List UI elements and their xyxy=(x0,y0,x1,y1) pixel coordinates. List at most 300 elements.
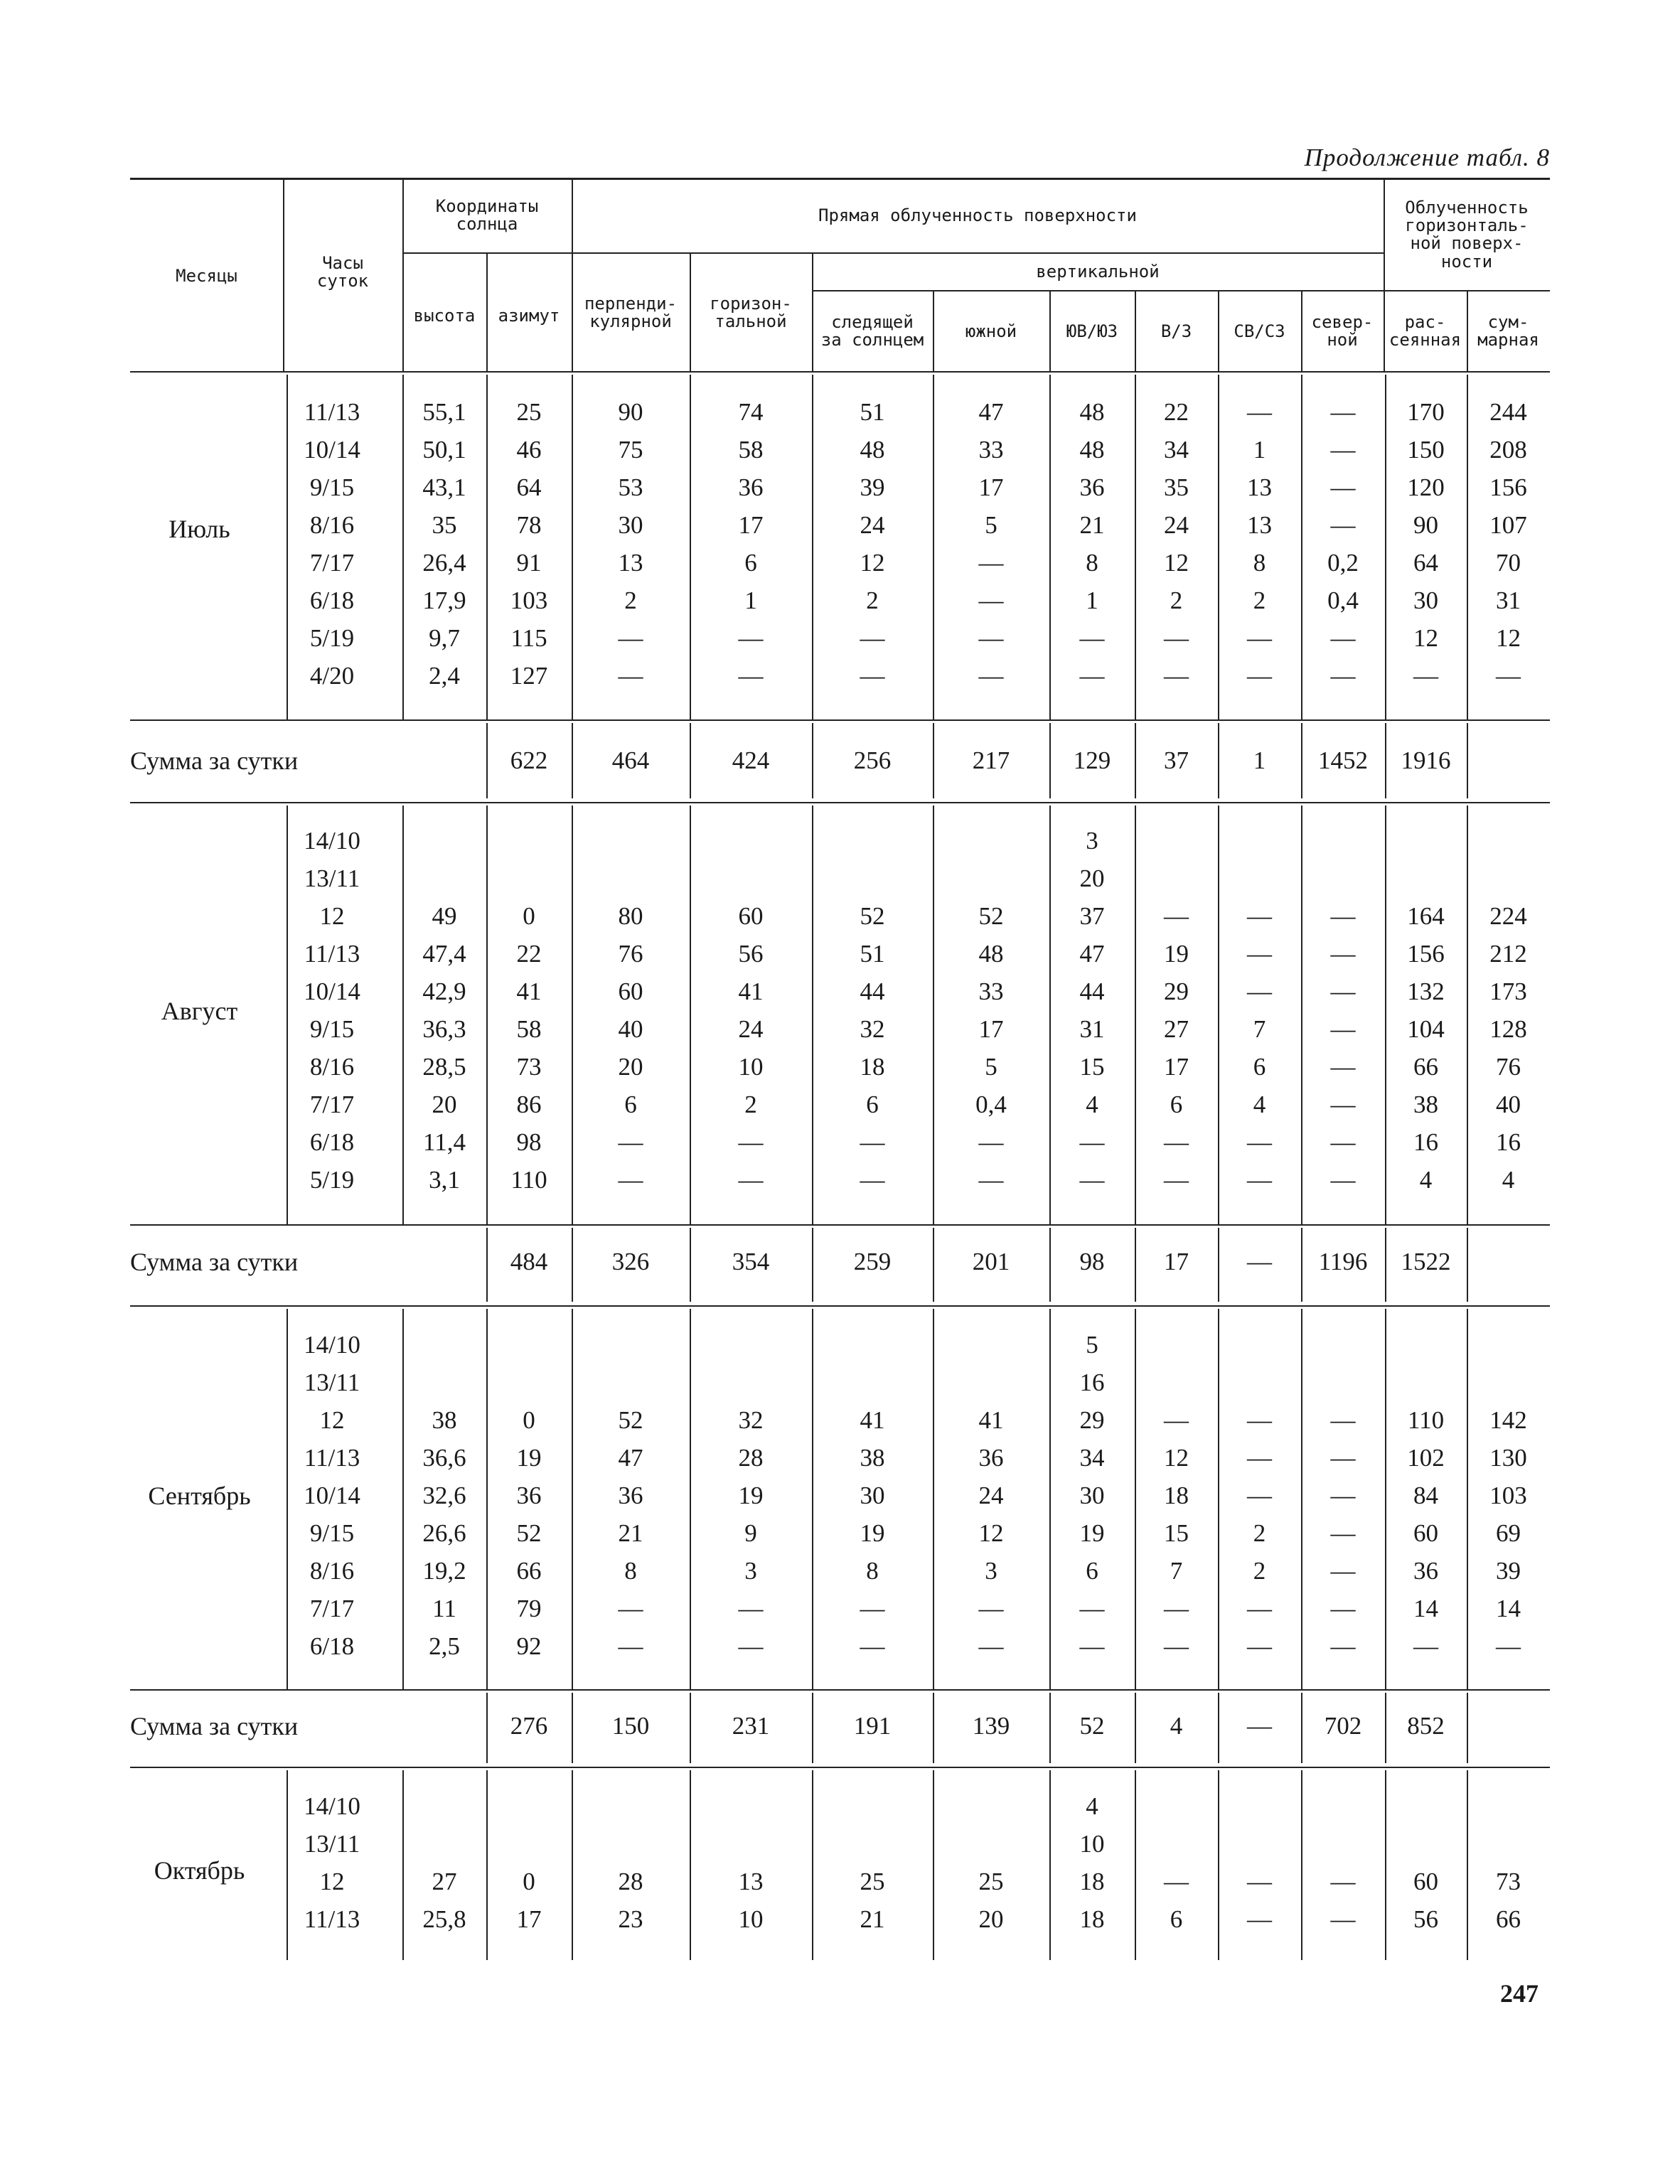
september-cell-ne-nw: — xyxy=(1247,1632,1272,1660)
header-top-rule xyxy=(130,178,1550,180)
september-cell-horizontal: 9 xyxy=(744,1519,757,1547)
july-col-divider xyxy=(1049,375,1051,719)
july-cell-horizontal: — xyxy=(738,662,764,690)
august-sum-divider xyxy=(1135,1228,1136,1302)
august-sum-bottom-rule xyxy=(130,1305,1550,1307)
july-cell-total: 107 xyxy=(1489,511,1527,539)
september-cell-hour: 10/14 xyxy=(304,1482,360,1509)
october-cell-ne-nw: — xyxy=(1247,1868,1272,1895)
july-sum-total: 1916 xyxy=(1401,746,1451,774)
july-cell-se-sw: — xyxy=(1079,662,1105,690)
august-cell-se-sw: 47 xyxy=(1079,940,1105,968)
header-e-w: В/З xyxy=(1160,321,1192,341)
july-cell-ne-nw: — xyxy=(1247,624,1272,652)
september-sum-diffuse: 702 xyxy=(1324,1712,1362,1740)
august-cell-perpendicular: 80 xyxy=(618,902,643,930)
august-cell-altitude: 3,1 xyxy=(429,1166,460,1194)
september-cell-north: — xyxy=(1330,1406,1356,1434)
october-col-divider xyxy=(933,1770,934,1960)
october-col-divider xyxy=(1385,1770,1386,1960)
august-cell-tracking: 44 xyxy=(860,978,885,1005)
august-cell-se-sw: 44 xyxy=(1079,978,1105,1005)
july-col-divider xyxy=(1135,375,1136,719)
september-cell-total: 39 xyxy=(1496,1557,1521,1585)
header-hours: Часы суток xyxy=(316,253,369,291)
july-cell-tracking: 24 xyxy=(860,511,885,539)
july-cell-north: 0,4 xyxy=(1327,587,1359,614)
july-cell-se-sw: 1 xyxy=(1086,587,1098,614)
september-cell-total: 69 xyxy=(1496,1519,1521,1547)
august-cell-se-sw: 37 xyxy=(1079,902,1105,930)
august-cell-total: 16 xyxy=(1496,1128,1521,1156)
september-cell-south: — xyxy=(978,1595,1004,1622)
september-cell-tracking: 30 xyxy=(860,1482,885,1509)
july-cell-tracking: 12 xyxy=(860,549,885,577)
september-cell-e-w: — xyxy=(1164,1632,1189,1660)
september-cell-se-sw: 6 xyxy=(1086,1557,1098,1585)
august-cell-north: — xyxy=(1330,1091,1356,1118)
july-cell-e-w: 35 xyxy=(1164,473,1189,501)
july-cell-ne-nw: 13 xyxy=(1247,511,1272,539)
august-cell-total: 40 xyxy=(1496,1091,1521,1118)
september-cell-altitude: 32,6 xyxy=(422,1482,466,1509)
september-month-label: Сентябрь xyxy=(148,1482,251,1510)
august-cell-perpendicular: 40 xyxy=(618,1015,643,1043)
july-sum-divider xyxy=(486,723,488,798)
july-cell-hour: 10/14 xyxy=(304,436,360,464)
august-cell-tracking: 51 xyxy=(860,940,885,968)
august-cell-hour: 5/19 xyxy=(309,1166,355,1194)
august-cell-perpendicular: 6 xyxy=(624,1091,637,1118)
october-cell-e-w: — xyxy=(1164,1868,1189,1895)
july-sum-diffuse: 1452 xyxy=(1318,746,1368,774)
september-col-divider xyxy=(1218,1309,1219,1689)
september-cell-hour: 7/17 xyxy=(309,1595,355,1622)
august-cell-ne-nw: — xyxy=(1247,940,1272,968)
august-cell-total: 128 xyxy=(1489,1015,1527,1043)
september-sum-e-w: 52 xyxy=(1079,1712,1105,1740)
july-cell-perpendicular: 13 xyxy=(618,549,643,577)
september-cell-tracking: 19 xyxy=(860,1519,885,1547)
september-cell-perpendicular: 52 xyxy=(618,1406,643,1434)
september-sum-divider xyxy=(1135,1693,1136,1763)
july-cell-azimuth: 91 xyxy=(516,549,542,577)
september-cell-se-sw: 30 xyxy=(1079,1482,1105,1509)
july-cell-horizontal: 74 xyxy=(738,398,764,426)
july-sum-se-sw: 217 xyxy=(972,746,1010,774)
august-cell-ne-nw: — xyxy=(1247,1128,1272,1156)
september-sum-divider xyxy=(690,1693,691,1763)
september-col-divider xyxy=(1301,1309,1302,1689)
september-cell-perpendicular: 36 xyxy=(618,1482,643,1509)
july-cell-hour: 6/18 xyxy=(309,587,355,614)
october-cell-perpendicular: 28 xyxy=(618,1868,643,1895)
august-sum-divider xyxy=(486,1228,488,1302)
september-cell-south: 24 xyxy=(978,1482,1004,1509)
august-cell-hour: 9/15 xyxy=(309,1015,355,1043)
july-sum-e-w: 129 xyxy=(1073,746,1111,774)
october-cell-se-sw: 4 xyxy=(1086,1792,1098,1820)
august-sum-divider xyxy=(1385,1228,1386,1302)
header-ne-nw: СВ/СЗ xyxy=(1234,321,1285,341)
july-col-divider xyxy=(1385,375,1386,719)
august-cell-north: — xyxy=(1330,1166,1356,1194)
september-cell-ne-nw: — xyxy=(1247,1444,1272,1472)
header-perpendicular: перпенди- кулярной xyxy=(584,294,678,332)
august-cell-e-w: 6 xyxy=(1170,1091,1183,1118)
october-cell-hour: 11/13 xyxy=(304,1905,360,1933)
july-cell-perpendicular: 53 xyxy=(618,473,643,501)
august-cell-e-w: — xyxy=(1164,1128,1189,1156)
august-cell-perpendicular: 60 xyxy=(618,978,643,1005)
july-cell-se-sw: 21 xyxy=(1079,511,1105,539)
august-cell-hour: 10/14 xyxy=(304,978,360,1005)
july-cell-hour: 7/17 xyxy=(309,549,355,577)
july-cell-total: — xyxy=(1496,662,1521,690)
july-cell-ne-nw: 13 xyxy=(1247,473,1272,501)
october-cell-hour: 13/11 xyxy=(304,1830,360,1858)
august-cell-north: — xyxy=(1330,978,1356,1005)
august-cell-diffuse: 16 xyxy=(1413,1128,1438,1156)
header-sun-coords: Координаты солнца xyxy=(435,196,539,235)
july-cell-altitude: 9,7 xyxy=(429,624,460,652)
august-cell-e-w: — xyxy=(1164,1166,1189,1194)
july-cell-south: 5 xyxy=(985,511,997,539)
august-cell-tracking: 18 xyxy=(860,1053,885,1081)
july-cell-azimuth: 25 xyxy=(516,398,542,426)
august-cell-azimuth: 98 xyxy=(516,1128,542,1156)
august-cell-diffuse: 156 xyxy=(1407,940,1445,968)
august-cell-horizontal: 24 xyxy=(738,1015,764,1043)
july-cell-total: 31 xyxy=(1496,587,1521,614)
august-cell-perpendicular: 76 xyxy=(618,940,643,968)
header-vertical: вертикальной xyxy=(1036,261,1160,282)
july-sum-divider xyxy=(1049,723,1051,798)
september-sum-ne-nw: 4 xyxy=(1170,1712,1183,1740)
august-cell-north: — xyxy=(1330,940,1356,968)
september-cell-south: 36 xyxy=(978,1444,1004,1472)
july-sum-ne-nw: 37 xyxy=(1164,746,1189,774)
october-cell-azimuth: 17 xyxy=(516,1905,542,1933)
july-col-divider xyxy=(402,375,404,719)
header-tracking: следящей за солнцем xyxy=(820,312,924,350)
august-cell-altitude: 28,5 xyxy=(422,1053,466,1081)
july-cell-south: — xyxy=(978,624,1004,652)
july-cell-e-w: 22 xyxy=(1164,398,1189,426)
august-cell-hour: 11/13 xyxy=(304,940,360,968)
august-month-label: Август xyxy=(161,996,238,1025)
august-sum-divider xyxy=(572,1228,573,1302)
august-cell-se-sw: 31 xyxy=(1079,1015,1105,1043)
september-cell-ne-nw: 2 xyxy=(1253,1519,1266,1547)
august-cell-altitude: 36,3 xyxy=(422,1015,466,1043)
header-se-sw: ЮВ/ЮЗ xyxy=(1066,321,1118,341)
july-cell-perpendicular: 2 xyxy=(624,587,637,614)
august-sum-perpendicular: 484 xyxy=(510,1248,548,1275)
september-sum-bottom-rule xyxy=(130,1767,1550,1768)
august-cell-tracking: 52 xyxy=(860,902,885,930)
july-cell-total: 70 xyxy=(1496,549,1521,577)
july-month-label: Июль xyxy=(168,514,230,543)
september-cell-south: 12 xyxy=(978,1519,1004,1547)
august-cell-altitude: 20 xyxy=(432,1091,457,1118)
july-col-divider xyxy=(1467,375,1468,719)
header-south: южной xyxy=(965,321,1017,341)
september-cell-perpendicular: — xyxy=(618,1595,643,1622)
august-cell-south: 52 xyxy=(978,902,1004,930)
july-cell-perpendicular: 75 xyxy=(618,436,643,464)
september-sum-divider xyxy=(812,1693,813,1763)
july-col-divider xyxy=(812,375,813,719)
july-cell-total: 244 xyxy=(1489,398,1527,426)
july-cell-south: 17 xyxy=(978,473,1004,501)
september-cell-altitude: 26,6 xyxy=(422,1519,466,1547)
september-cell-horizontal: 3 xyxy=(744,1557,757,1585)
september-cell-altitude: 11 xyxy=(432,1595,456,1622)
october-cell-hour: 14/10 xyxy=(304,1792,360,1820)
august-cell-perpendicular: — xyxy=(618,1128,643,1156)
august-col-divider xyxy=(690,805,691,1224)
july-sum-divider xyxy=(572,723,573,798)
july-cell-south: 47 xyxy=(978,398,1004,426)
august-cell-hour: 6/18 xyxy=(309,1128,355,1156)
august-cell-perpendicular: — xyxy=(618,1166,643,1194)
september-col-divider xyxy=(572,1309,573,1689)
august-cell-se-sw: — xyxy=(1079,1166,1105,1194)
august-cell-e-w: — xyxy=(1164,902,1189,930)
july-sum-bottom-rule xyxy=(130,802,1550,803)
july-cell-ne-nw: 8 xyxy=(1253,549,1266,577)
july-cell-se-sw: — xyxy=(1079,624,1105,652)
october-cell-horizontal: 13 xyxy=(738,1868,764,1895)
september-cell-south: 41 xyxy=(978,1406,1004,1434)
august-cell-hour: 12 xyxy=(319,902,345,930)
september-cell-hour: 11/13 xyxy=(304,1444,360,1472)
september-cell-horizontal: — xyxy=(738,1595,764,1622)
july-sum-divider xyxy=(812,723,813,798)
september-sum-north: — xyxy=(1247,1712,1272,1740)
august-cell-south: — xyxy=(978,1166,1004,1194)
september-sum-divider xyxy=(1301,1693,1302,1763)
august-cell-total: 4 xyxy=(1502,1166,1515,1194)
october-col-divider xyxy=(1218,1770,1219,1960)
august-col-divider xyxy=(486,805,488,1224)
august-col-divider xyxy=(1135,805,1136,1224)
july-cell-ne-nw: 2 xyxy=(1253,587,1266,614)
july-cell-altitude: 2,4 xyxy=(429,662,460,690)
july-cell-altitude: 43,1 xyxy=(422,473,466,501)
august-cell-azimuth: 58 xyxy=(516,1015,542,1043)
september-cell-ne-nw: 2 xyxy=(1253,1557,1266,1585)
july-cell-altitude: 35 xyxy=(432,511,457,539)
august-cell-north: — xyxy=(1330,902,1356,930)
august-cell-se-sw: 4 xyxy=(1086,1091,1098,1118)
august-cell-e-w: 17 xyxy=(1164,1053,1189,1081)
october-col-divider xyxy=(812,1770,813,1960)
august-cell-azimuth: 86 xyxy=(516,1091,542,1118)
october-cell-north: — xyxy=(1330,1868,1356,1895)
september-cell-north: — xyxy=(1330,1444,1356,1472)
september-cell-diffuse: 110 xyxy=(1407,1406,1445,1434)
august-cell-total: 76 xyxy=(1496,1053,1521,1081)
october-col-divider xyxy=(1301,1770,1302,1960)
october-cell-altitude: 27 xyxy=(432,1868,457,1895)
september-cell-horizontal: 19 xyxy=(738,1482,764,1509)
september-cell-se-sw: — xyxy=(1079,1632,1105,1660)
header-altitude: высота xyxy=(413,305,476,326)
september-col-divider xyxy=(486,1309,488,1689)
august-cell-ne-nw: — xyxy=(1247,1166,1272,1194)
september-cell-horizontal: 32 xyxy=(738,1406,764,1434)
july-col-divider xyxy=(287,375,288,719)
july-cell-altitude: 17,9 xyxy=(422,587,466,614)
september-cell-tracking: 41 xyxy=(860,1406,885,1434)
october-cell-hour: 12 xyxy=(319,1868,345,1895)
august-cell-horizontal: 10 xyxy=(738,1053,764,1081)
september-cell-e-w: 18 xyxy=(1164,1482,1189,1509)
july-cell-hour: 4/20 xyxy=(309,662,355,690)
september-cell-altitude: 2,5 xyxy=(429,1632,460,1660)
september-cell-diffuse: 36 xyxy=(1413,1557,1438,1585)
header-total: сум- марная xyxy=(1477,312,1539,350)
july-sum-south: 256 xyxy=(853,746,892,774)
july-cell-tracking: 51 xyxy=(860,398,885,426)
august-col-divider xyxy=(1218,805,1219,1224)
october-month-label: Октябрь xyxy=(154,1856,245,1885)
september-cell-north: — xyxy=(1330,1519,1356,1547)
september-sum-se-sw: 139 xyxy=(972,1712,1010,1740)
september-cell-horizontal: 28 xyxy=(738,1444,764,1472)
september-cell-e-w: 12 xyxy=(1164,1444,1189,1472)
august-cell-se-sw: 3 xyxy=(1086,827,1098,855)
july-cell-diffuse: — xyxy=(1413,662,1438,690)
august-cell-south: 33 xyxy=(978,978,1004,1005)
october-col-divider xyxy=(1135,1770,1136,1960)
september-col-divider xyxy=(1385,1309,1386,1689)
august-sum-tracking: 354 xyxy=(732,1248,770,1275)
september-cell-ne-nw: — xyxy=(1247,1595,1272,1622)
july-cell-north: — xyxy=(1330,473,1356,501)
august-cell-se-sw: 20 xyxy=(1079,864,1105,892)
july-cell-e-w: — xyxy=(1164,624,1189,652)
september-cell-diffuse: 102 xyxy=(1407,1444,1445,1472)
july-cell-se-sw: 48 xyxy=(1079,398,1105,426)
september-cell-tracking: 38 xyxy=(860,1444,885,1472)
october-col-divider xyxy=(486,1770,488,1960)
september-cell-se-sw: 19 xyxy=(1079,1519,1105,1547)
september-cell-altitude: 38 xyxy=(432,1406,457,1434)
header-azimuth: азимут xyxy=(498,305,560,326)
july-cell-azimuth: 46 xyxy=(516,436,542,464)
september-cell-hour: 6/18 xyxy=(309,1632,355,1660)
september-sum-divider xyxy=(486,1693,488,1763)
july-sum-north: 1 xyxy=(1253,746,1266,774)
october-cell-south: 20 xyxy=(978,1905,1004,1933)
july-cell-ne-nw: — xyxy=(1247,662,1272,690)
september-cell-south: — xyxy=(978,1632,1004,1660)
july-cell-e-w: 34 xyxy=(1164,436,1189,464)
october-col-divider xyxy=(690,1770,691,1960)
july-cell-hour: 11/13 xyxy=(304,398,360,426)
july-cell-horizontal: 17 xyxy=(738,511,764,539)
july-cell-total: 12 xyxy=(1496,624,1521,652)
july-cell-se-sw: 36 xyxy=(1079,473,1105,501)
september-sum-label: Сумма за сутки xyxy=(130,1712,299,1740)
july-cell-horizontal: — xyxy=(738,624,764,652)
july-sum-divider xyxy=(1301,723,1302,798)
august-sum-divider xyxy=(1467,1228,1468,1302)
july-cell-altitude: 26,4 xyxy=(422,549,466,577)
august-cell-se-sw: — xyxy=(1079,1128,1105,1156)
september-cell-hour: 14/10 xyxy=(304,1331,360,1359)
july-col-divider xyxy=(1301,375,1302,719)
october-cell-south: 25 xyxy=(978,1868,1004,1895)
july-cell-south: — xyxy=(978,587,1004,614)
july-col-divider xyxy=(690,375,691,719)
october-cell-e-w: 6 xyxy=(1170,1905,1183,1933)
september-cell-altitude: 19,2 xyxy=(422,1557,466,1585)
september-cell-hour: 9/15 xyxy=(309,1519,355,1547)
august-cell-total: 173 xyxy=(1489,978,1527,1005)
august-col-divider xyxy=(1467,805,1468,1224)
september-cell-azimuth: 52 xyxy=(516,1519,542,1547)
october-cell-diffuse: 56 xyxy=(1413,1905,1438,1933)
header-bottom-rule xyxy=(130,371,1550,373)
july-col-divider xyxy=(486,375,488,719)
july-sum-top-rule xyxy=(130,719,1550,721)
header-direct-irradiance: Прямая облученность поверхности xyxy=(818,205,1137,225)
july-sum-divider xyxy=(1218,723,1219,798)
september-cell-diffuse: 84 xyxy=(1413,1482,1438,1509)
august-cell-altitude: 49 xyxy=(432,902,457,930)
august-cell-north: — xyxy=(1330,1128,1356,1156)
august-cell-perpendicular: 20 xyxy=(618,1053,643,1081)
september-sum-horizontal: 150 xyxy=(611,1712,650,1740)
july-cell-e-w: 12 xyxy=(1164,549,1189,577)
july-cell-e-w: — xyxy=(1164,662,1189,690)
august-sum-divider xyxy=(933,1228,934,1302)
september-sum-total: 852 xyxy=(1407,1712,1445,1740)
july-cell-diffuse: 12 xyxy=(1413,624,1438,652)
august-cell-se-sw: 15 xyxy=(1079,1053,1105,1081)
august-sum-divider xyxy=(1218,1228,1219,1302)
september-cell-altitude: 36,6 xyxy=(422,1444,466,1472)
august-col-divider xyxy=(1385,805,1386,1224)
october-col-divider xyxy=(572,1770,573,1960)
july-cell-tracking: 39 xyxy=(860,473,885,501)
august-cell-altitude: 11,4 xyxy=(423,1128,466,1156)
august-cell-e-w: 29 xyxy=(1164,978,1189,1005)
august-cell-south: 0,4 xyxy=(975,1091,1007,1118)
august-sum-horizontal: 326 xyxy=(611,1248,650,1275)
august-sum-divider xyxy=(690,1228,691,1302)
october-cell-horizontal: 10 xyxy=(738,1905,764,1933)
august-sum-divider xyxy=(1301,1228,1302,1302)
september-cell-diffuse: 14 xyxy=(1413,1595,1438,1622)
september-cell-total: 142 xyxy=(1489,1406,1527,1434)
september-cell-horizontal: — xyxy=(738,1632,764,1660)
july-sum-divider xyxy=(1467,723,1468,798)
september-col-divider xyxy=(1467,1309,1468,1689)
september-cell-azimuth: 36 xyxy=(516,1482,542,1509)
august-col-divider xyxy=(812,805,813,1224)
august-col-divider xyxy=(572,805,573,1224)
september-sum-top-rule xyxy=(130,1689,1550,1691)
september-cell-azimuth: 79 xyxy=(516,1595,542,1622)
october-col-divider xyxy=(287,1770,288,1960)
september-cell-total: 14 xyxy=(1496,1595,1521,1622)
july-sum-divider xyxy=(1385,723,1386,798)
